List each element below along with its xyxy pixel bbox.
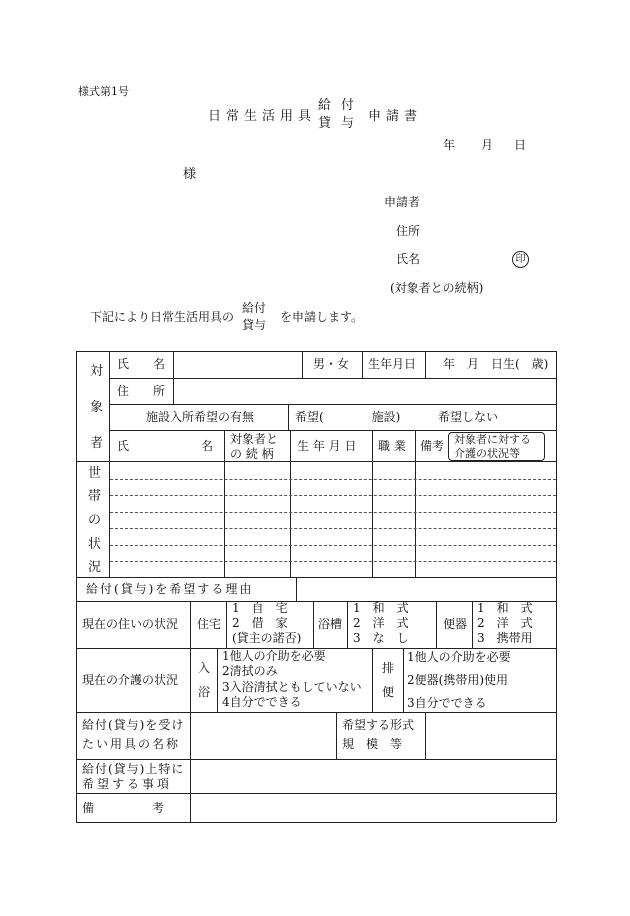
applicant-name-label: 氏名 — [396, 252, 421, 266]
facility-wish-option[interactable]: 希望( 施設) — [295, 410, 401, 424]
birth-date-format[interactable]: 年 月 日生( 歳) — [443, 357, 549, 371]
bathing-option-4[interactable]: 4自分でできる — [222, 695, 302, 709]
applicant-label: 申請者 — [384, 195, 421, 209]
household-section-char-3: の — [88, 513, 102, 528]
subject-section-char-2: 象 — [90, 400, 104, 415]
birth-date-label: 生年月日 — [368, 357, 417, 371]
desired-form-label-2: 規 模 等 — [342, 737, 403, 751]
request-option-give: 給付 — [242, 301, 267, 315]
special-request-label-2: 希望する事項 — [82, 777, 173, 791]
bathing-option-2[interactable]: 2清拭のみ — [222, 664, 278, 678]
excretion-option-2[interactable]: 2便器(携帯用)使用 — [407, 673, 508, 687]
toilet-label: 便器 — [443, 617, 468, 631]
household-care-header-2: 介護の状況等 — [454, 447, 520, 460]
bathtub-option-2[interactable]: 2 洋 式 — [353, 616, 409, 630]
bathtub-option-3[interactable]: 3 な し — [353, 631, 409, 645]
excretion-option-3[interactable]: 3自分でできる — [407, 696, 487, 710]
toilet-option-2[interactable]: 2 洋 式 — [477, 616, 533, 630]
house-option-2[interactable]: 2 借 家 — [232, 616, 288, 630]
title-option-give: 給付 — [318, 98, 365, 113]
subject-section-char-3: 者 — [90, 436, 104, 451]
household-birth-header: 生 年 月 日 — [297, 439, 357, 453]
bathing-option-1[interactable]: 1他人の介助を必要 — [222, 649, 326, 663]
household-care-header-1: 対象者に対する — [454, 433, 531, 446]
reason-field[interactable] — [298, 579, 554, 599]
seal-mark: 印 — [512, 251, 529, 268]
bathtub-option-1[interactable]: 1 和 式 — [353, 601, 409, 615]
house-option-landlord[interactable]: (貸主の諾否) — [232, 631, 302, 645]
special-request-label-1: 給付(貸与)上特に — [82, 762, 185, 776]
household-section-char-5: 況 — [88, 560, 102, 575]
toilet-option-3[interactable]: 3 携帯用 — [477, 631, 533, 645]
sex-options[interactable]: 男・女 — [313, 357, 350, 371]
household-note-header: 備考 — [420, 439, 445, 453]
household-section-char-1: 世 — [88, 466, 102, 481]
reason-label: 給付(貸与)を希望する理由 — [86, 582, 254, 596]
bathing-label-2: 浴 — [198, 685, 211, 699]
house-type-label: 住宅 — [197, 617, 222, 631]
bathing-option-3[interactable]: 3入浴清拭ともしていない — [222, 680, 362, 694]
household-relation-header-2: の 続 柄 — [230, 447, 274, 461]
request-suffix: を申請します。 — [280, 310, 364, 324]
bathing-label-1: 入 — [198, 661, 211, 675]
desired-form-field[interactable] — [427, 714, 554, 757]
excretion-label-1: 排 — [382, 661, 395, 675]
form-number: 様式第1号 — [78, 85, 129, 98]
request-prefix: 下記により日常生活用具の — [90, 310, 235, 324]
housing-label: 現在の住いの状況 — [82, 617, 179, 631]
subject-section-char-1: 対 — [90, 364, 104, 379]
household-relation-header-1: 対象者と — [230, 432, 279, 446]
subject-name-field[interactable] — [174, 353, 301, 376]
house-option-1[interactable]: 1 自 宅 — [232, 601, 288, 615]
equipment-name-field[interactable] — [192, 714, 334, 757]
equipment-label-1: 給付(貸与)を受け — [82, 718, 185, 732]
remarks-label: 備 考 — [82, 801, 167, 815]
title-option-lend: 貸与 — [318, 116, 365, 131]
facility-wish-label: 施設入所希望の有無 — [146, 410, 255, 424]
care-label: 現在の介護の状況 — [82, 673, 179, 687]
bathtub-label: 浴槽 — [318, 617, 343, 631]
subject-address-label: 住 所 — [117, 384, 166, 398]
subject-name-label: 氏 名 — [117, 357, 166, 371]
equipment-label-2: たい用具の名称 — [82, 737, 181, 751]
desired-form-label-1: 希望する形式 — [342, 718, 415, 732]
date-year: 年 — [443, 138, 456, 152]
applicant-relation-label: (対象者との続柄) — [390, 281, 484, 295]
date-month: 月 — [481, 138, 494, 152]
household-job-header: 職 業 — [378, 439, 406, 453]
applicant-address-label: 住所 — [396, 224, 421, 238]
request-option-lend: 貸与 — [242, 318, 267, 332]
household-section-char-2: 帯 — [88, 489, 102, 504]
excretion-label-2: 便 — [382, 685, 395, 699]
excretion-option-1[interactable]: 1他人の介助を必要 — [407, 650, 511, 664]
date-day: 日 — [514, 138, 527, 152]
household-name-header: 氏 名 — [117, 439, 214, 453]
facility-no-wish-option[interactable]: 希望しない — [438, 410, 499, 424]
form-title: 日常生活用具 — [208, 109, 317, 124]
household-section-char-4: 状 — [88, 537, 102, 552]
remarks-field[interactable] — [192, 795, 554, 820]
addressee-suffix: 様 — [183, 167, 197, 182]
form-title-suffix: 申請書 — [368, 109, 423, 124]
special-request-field[interactable] — [192, 761, 554, 791]
toilet-option-1[interactable]: 1 和 式 — [477, 601, 533, 615]
subject-address-field[interactable] — [174, 380, 554, 402]
